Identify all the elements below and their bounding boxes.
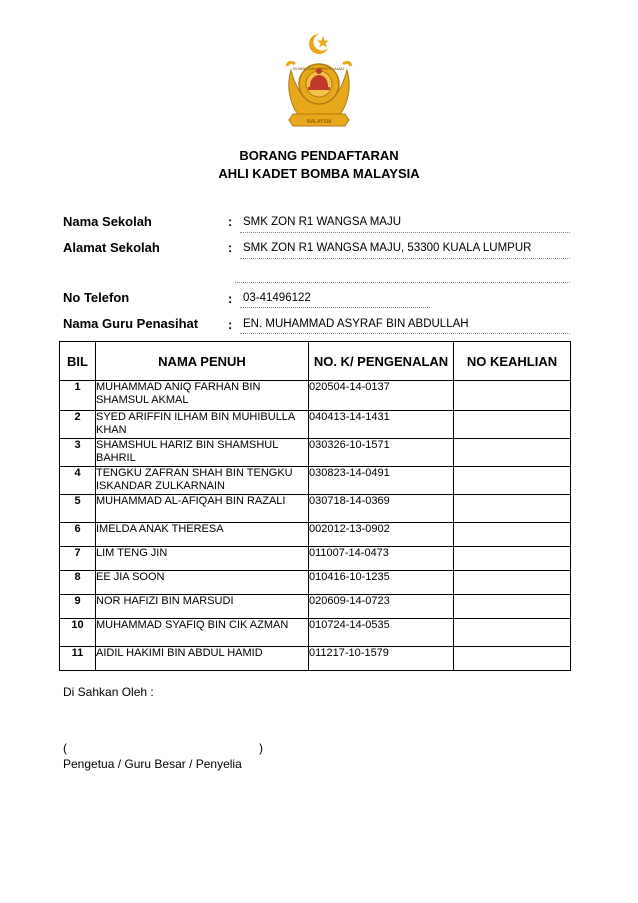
row-no-keahlian xyxy=(454,571,571,595)
row-no-keahlian xyxy=(454,411,571,439)
table-header-row xyxy=(60,342,571,381)
verified-by-label: Di Sahkan Oleh : xyxy=(63,685,154,699)
row-nama: EE JIA SOON xyxy=(96,571,309,595)
row-nama: MUHAMMAD SYAFIQ BIN CIK AZMAN xyxy=(96,619,309,647)
row-no-kp: 002012-13-0902 xyxy=(309,523,454,547)
signatory-title: Pengetua / Guru Besar / Penyelia xyxy=(63,757,242,771)
registration-table xyxy=(59,341,571,671)
row-bil: 3 xyxy=(60,439,96,467)
school-address-label: Alamat Sekolah xyxy=(63,240,160,255)
dotted-line xyxy=(240,232,570,233)
phone-label: No Telefon xyxy=(63,290,130,305)
row-nama: SYED ARIFFIN ILHAM BIN MUHIBULLA KHAN xyxy=(96,411,309,439)
row-nama: TENGKU ZAFRAN SHAH BIN TENGKU ISKANDAR ZULKARNAIN xyxy=(96,467,309,495)
row-no-keahlian xyxy=(454,467,571,495)
row-bil: 4 xyxy=(60,467,96,495)
colon: : xyxy=(228,240,233,255)
row-no-kp: 030823-14-0491 xyxy=(309,467,454,495)
header-no-keahlian: NO KEAHLIAN xyxy=(454,342,571,381)
colon: : xyxy=(228,214,233,229)
phone-value: 03-41496122 xyxy=(243,292,311,304)
row-nama: IMELDA ANAK THERESA xyxy=(96,523,309,547)
row-no-keahlian xyxy=(454,595,571,619)
table-row xyxy=(60,547,571,571)
row-no-keahlian xyxy=(454,439,571,467)
form-subtitle: AHLI KADET BOMBA MALAYSIA xyxy=(218,166,420,181)
advisor-teacher-value: EN. MUHAMMAD ASYRAF BIN ABDULLAH xyxy=(243,318,469,330)
row-no-kp: 011007-14-0473 xyxy=(309,547,454,571)
row-no-kp: 030326-10-1571 xyxy=(309,439,454,467)
table-row xyxy=(60,523,571,547)
row-no-keahlian xyxy=(454,495,571,523)
school-name-label: Nama Sekolah xyxy=(63,214,152,229)
svg-text:MALAYSIA: MALAYSIA xyxy=(306,119,332,125)
row-bil: 10 xyxy=(60,619,96,647)
row-bil: 1 xyxy=(60,381,96,411)
row-bil: 5 xyxy=(60,495,96,523)
dotted-line xyxy=(240,333,570,334)
row-no-keahlian xyxy=(454,547,571,571)
table-row xyxy=(60,619,571,647)
table-row xyxy=(60,495,571,523)
row-nama: LIM TENG JIN xyxy=(96,547,309,571)
svg-text:BOMBA DAN PENYELAMAT: BOMBA DAN PENYELAMAT xyxy=(293,66,345,71)
table-row xyxy=(60,411,571,439)
row-bil: 2 xyxy=(60,411,96,439)
table-row xyxy=(60,467,571,495)
header-nama-penuh: NAMA PENUH xyxy=(96,342,309,381)
row-nama: SHAMSHUL HARIZ BIN SHAMSHUL BAHRIL xyxy=(96,439,309,467)
row-bil: 7 xyxy=(60,547,96,571)
row-nama: AIDIL HAKIMI BIN ABDUL HAMID xyxy=(96,647,309,671)
school-name-value: SMK ZON R1 WANGSA MAJU xyxy=(243,216,402,228)
signature-open-paren: ( xyxy=(63,741,67,755)
form-title: BORANG PENDAFTARAN xyxy=(239,148,399,163)
row-no-kp: 020609-14-0723 xyxy=(309,595,454,619)
colon: : xyxy=(228,291,233,306)
dotted-line xyxy=(240,258,570,259)
row-no-keahlian xyxy=(454,619,571,647)
table-row xyxy=(60,595,571,619)
header-bil: BIL xyxy=(60,342,96,381)
advisor-teacher-label: Nama Guru Penasihat xyxy=(63,316,199,331)
row-no-keahlian xyxy=(454,381,571,411)
row-bil: 6 xyxy=(60,523,96,547)
table-row xyxy=(60,381,571,411)
row-nama: MUHAMMAD ANIQ FARHAN BIN SHAMSUL AKMAL xyxy=(96,381,309,411)
header-no-kp: NO. K/ PENGENALAN xyxy=(309,342,454,381)
row-no-kp: 010724-14-0535 xyxy=(309,619,454,647)
table-row xyxy=(60,439,571,467)
row-nama: NOR HAFIZI BIN MARSUDI xyxy=(96,595,309,619)
dotted-line xyxy=(240,307,430,308)
bomba-emblem-logo xyxy=(277,30,361,140)
row-no-kp: 040413-14-1431 xyxy=(309,411,454,439)
signature-close-paren: ) xyxy=(259,741,263,755)
row-nama: MUHAMMAD AL-AFIQAH BIN RAZALI xyxy=(96,495,309,523)
row-no-keahlian xyxy=(454,523,571,547)
row-no-kp: 010416-10-1235 xyxy=(309,571,454,595)
row-bil: 8 xyxy=(60,571,96,595)
row-no-kp: 020504-14-0137 xyxy=(309,381,454,411)
row-bil: 11 xyxy=(60,647,96,671)
colon: : xyxy=(228,317,233,332)
row-bil: 9 xyxy=(60,595,96,619)
row-no-kp: 030718-14-0369 xyxy=(309,495,454,523)
row-no-kp: 011217-10-1579 xyxy=(309,647,454,671)
dotted-line xyxy=(235,282,570,283)
row-no-keahlian xyxy=(454,647,571,671)
school-address-value: SMK ZON R1 WANGSA MAJU, 53300 KUALA LUMPUR xyxy=(243,242,532,254)
table-row xyxy=(60,647,571,671)
table-row xyxy=(60,571,571,595)
